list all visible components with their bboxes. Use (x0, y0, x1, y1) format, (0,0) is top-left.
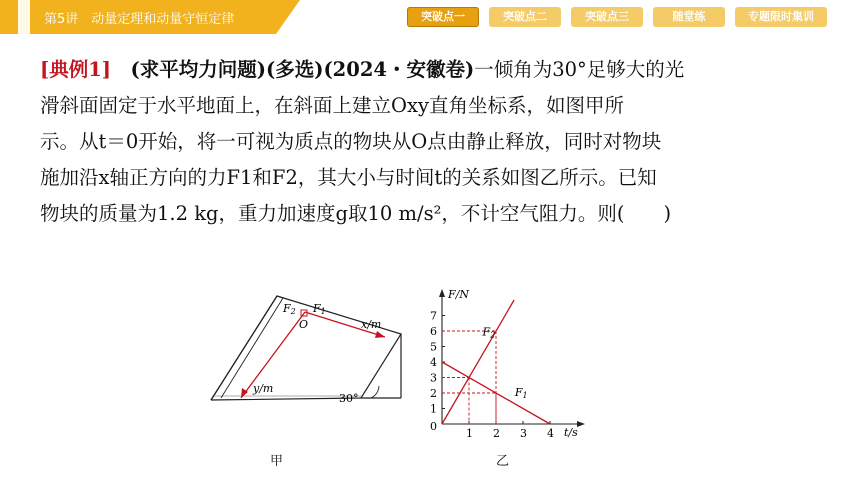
y-tick-label: 3 (430, 371, 437, 385)
lecture-title: 第5讲 动量定理和动量守恒定律 (44, 12, 235, 27)
y-tick-label: 6 (430, 325, 437, 338)
example-tag: [典例1] (40, 58, 112, 81)
x-tick-label: 2 (493, 427, 500, 440)
y-axis-label: F/N (448, 288, 469, 301)
x-tick-label: 4 (547, 427, 554, 440)
y-tick-label: 4 (430, 356, 437, 369)
x-tick-label: 1 (466, 427, 473, 440)
figure-jia-caption: 甲 (270, 454, 284, 469)
x-tick-label: 3 (520, 427, 527, 440)
tab-timed-training[interactable]: 专题限时集训 (735, 7, 827, 27)
tab-breakthrough-1[interactable]: 突破点一 (407, 7, 479, 27)
label-angle: 30° (339, 392, 359, 405)
problem-line-3: 示。从t＝0开始，将一可视为质点的物块从O点由静止释放，同时对物块 (40, 130, 662, 153)
force-time-chart (420, 284, 590, 444)
problem-line-1 (40, 52, 830, 88)
label-y-axis: y/m (253, 382, 274, 395)
label-x-axis: x/m (361, 318, 382, 331)
problem-line1-rest: 一倾角为30°足够大的光 (474, 58, 685, 81)
tab-breakthrough-2[interactable]: 突破点二 (489, 7, 561, 27)
figure-force-time-graph (420, 284, 590, 444)
label-f2: F2 (283, 302, 296, 316)
series-label-f2: F2 (482, 325, 496, 340)
y-tick-label: 1 (430, 402, 437, 416)
series-label-f1: F1 (514, 386, 528, 401)
figure-incline (205, 282, 405, 432)
tab-stripe (18, 0, 30, 34)
label-f1: F1 (313, 302, 326, 316)
problem-text (40, 52, 830, 232)
y-tick-label: 2 (430, 387, 437, 400)
tab-breakthrough-3[interactable]: 突破点三 (571, 7, 643, 27)
label-origin: O (299, 318, 309, 331)
y-tick-label: 7 (430, 309, 437, 323)
y-tick-label: 5 (430, 340, 437, 354)
problem-line-4: 施加沿x轴正方向的力F1和F2，其大小与时间t的关系如图乙所示。已知 (40, 166, 657, 189)
tab-classroom-practice[interactable]: 随堂练 (653, 7, 725, 27)
series-line-f2 (442, 300, 514, 424)
figure-yi-caption: 乙 (496, 454, 510, 469)
top-bar (0, 0, 860, 34)
incline-diagram (205, 282, 405, 432)
x-axis-label: t/s (564, 426, 578, 439)
problem-topic: (求平均力问题)(多选)(2024・安徽卷) (130, 58, 475, 81)
origin-label: 0 (430, 420, 437, 433)
problem-line-5: 物块的质量为1.2 kg，重力加速度g取10 m/s²，不计空气阻力。则( ) (40, 202, 672, 225)
problem-line-2: 滑斜面固定于水平地面上，在斜面上建立Oxy直角坐标系，如图甲所 (40, 94, 625, 117)
